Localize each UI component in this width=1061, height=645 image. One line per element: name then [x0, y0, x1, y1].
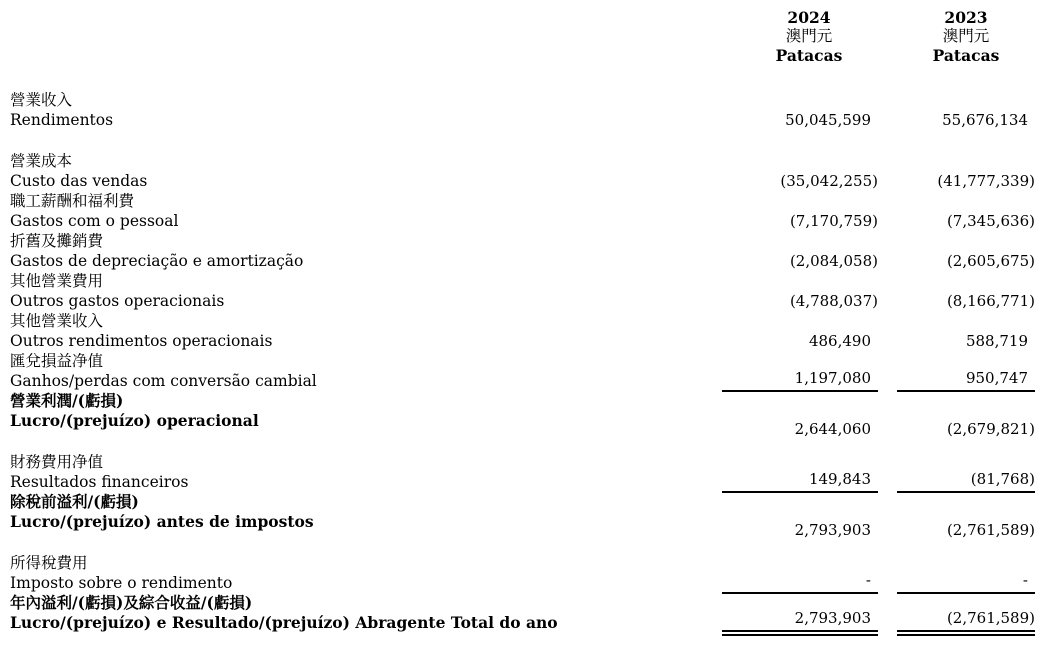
value-2024: - — [865, 571, 871, 589]
row-label-pt: Outros gastos operacionais — [10, 292, 225, 310]
table-row-operating-profit — [0, 391, 1061, 431]
value-2023: - — [1022, 571, 1028, 589]
table-row-depreciation — [0, 231, 1061, 271]
value-2024: (4,788,037) — [789, 292, 878, 310]
row-label-zh: 所得稅費用 — [10, 554, 88, 572]
table-row-income-tax — [0, 553, 1061, 593]
value-cell-2023 — [897, 351, 1035, 391]
table-row-staff-costs — [0, 191, 1061, 231]
value-2023: (41,777,339) — [937, 172, 1035, 190]
column-header-row — [0, 0, 1061, 90]
value-2023: (2,605,675) — [946, 252, 1035, 270]
value-cell-2023 — [897, 151, 1035, 191]
value-2024: 2,793,903 — [794, 609, 871, 627]
value-cell-2023 — [897, 391, 1035, 438]
row-label-zh: 職工薪酬和福利費 — [10, 192, 135, 210]
row-label-zh: 其他營業收入 — [10, 312, 104, 330]
value-cell-2023 — [897, 231, 1035, 271]
spacer-row — [0, 431, 1061, 452]
value-2023: (8,166,771) — [946, 292, 1035, 310]
value-2024: (2,084,058) — [789, 252, 878, 270]
spacer-row — [0, 532, 1061, 553]
row-label-zh: 財務費用净值 — [10, 453, 104, 471]
row-label-pt: Lucro/(prejuízo) antes de impostos — [10, 512, 314, 531]
table-row-other-operating-income — [0, 311, 1061, 351]
row-label — [0, 452, 722, 492]
value-cell-2024 — [722, 492, 878, 539]
value-cell-2024 — [722, 391, 878, 438]
value-2024: 50,045,599 — [785, 111, 871, 129]
row-label-pt: Custo das vendas — [10, 172, 148, 190]
value-2023: (2,761,589) — [946, 609, 1035, 627]
value-2024: 149,843 — [808, 470, 871, 488]
row-label-pt: Rendimentos — [10, 111, 114, 129]
currency-zh-label: 澳門元 — [785, 27, 833, 45]
row-label — [0, 271, 722, 311]
value-cell-2023 — [897, 311, 1035, 351]
value-cell-2023 — [897, 271, 1035, 311]
row-label — [0, 311, 722, 351]
column-header-2023 — [897, 0, 1035, 90]
row-label-zh: 除稅前溢利/(虧損) — [10, 492, 139, 511]
row-label — [0, 593, 722, 633]
value-cell-2024 — [722, 351, 878, 391]
value-cell-2024 — [722, 231, 878, 271]
value-cell-2023 — [897, 593, 1035, 633]
value-cell-2024 — [722, 151, 878, 191]
table-row-profit-before-tax — [0, 492, 1061, 532]
value-2024: (35,042,255) — [780, 172, 878, 190]
value-2024: 486,490 — [808, 332, 871, 350]
table-row-cost-of-sales — [0, 151, 1061, 191]
row-label-zh: 折舊及攤銷費 — [10, 232, 104, 250]
value-cell-2023 — [897, 492, 1035, 539]
value-2024: (7,170,759) — [789, 212, 878, 230]
row-label-pt: Gastos de depreciação e amortização — [10, 252, 304, 270]
table-row-revenue — [0, 90, 1061, 130]
row-label — [0, 90, 722, 130]
value-cell-2024 — [722, 90, 878, 130]
value-cell-2023 — [897, 191, 1035, 231]
row-label-pt: Outros rendimentos operacionais — [10, 332, 273, 350]
row-label — [0, 231, 722, 271]
currency-label: Patacas — [775, 46, 843, 65]
value-cell-2023 — [897, 553, 1035, 593]
value-cell-2024 — [722, 593, 878, 633]
column-header-2024 — [722, 0, 878, 90]
table-row-fx-gains-losses — [0, 351, 1061, 391]
value-cell-2024 — [722, 191, 878, 231]
value-2023: (81,768) — [970, 470, 1035, 488]
year-label: 2023 — [944, 8, 988, 27]
row-label-pt: Gastos com o pessoal — [10, 212, 179, 230]
row-label-zh: 匯兌損益净值 — [10, 352, 104, 370]
value-cell-2024 — [722, 271, 878, 311]
currency-zh-label: 澳門元 — [942, 27, 990, 45]
value-2024: 2,793,903 — [794, 521, 871, 539]
row-label — [0, 553, 722, 593]
value-2023: (2,679,821) — [946, 420, 1035, 438]
value-cell-2024 — [722, 311, 878, 351]
row-label-pt: Lucro/(prejuízo) operacional — [10, 411, 259, 430]
value-cell-2023 — [897, 90, 1035, 130]
row-label-pt: Ganhos/perdas com conversão cambial — [10, 372, 317, 390]
value-2023: 55,676,134 — [942, 111, 1028, 129]
row-label-zh: 營業成本 — [10, 152, 73, 170]
value-cell-2023 — [897, 452, 1035, 492]
table-row-total-comprehensive-result — [0, 593, 1061, 633]
row-label — [0, 151, 722, 191]
row-label-pt: Imposto sobre o rendimento — [10, 574, 233, 592]
row-label — [0, 391, 722, 431]
value-2023: 950,747 — [965, 369, 1028, 387]
row-label-zh: 其他營業費用 — [10, 272, 104, 290]
value-2023: 588,719 — [965, 332, 1028, 350]
row-label — [0, 191, 722, 231]
row-label-pt: Resultados financeiros — [10, 473, 189, 491]
value-cell-2024 — [722, 553, 878, 593]
row-label-zh: 營業收入 — [10, 91, 73, 109]
table-row-other-operating-expenses — [0, 271, 1061, 311]
row-label-zh: 年內溢利/(虧損)及綜合收益/(虧損) — [10, 593, 253, 612]
row-label — [0, 492, 722, 532]
currency-label: Patacas — [932, 46, 1000, 65]
year-label: 2024 — [787, 8, 831, 27]
value-2023: (7,345,636) — [946, 212, 1035, 230]
value-cell-2024 — [722, 452, 878, 492]
value-2024: 1,197,080 — [794, 369, 871, 387]
spacer-row — [0, 130, 1061, 151]
row-label-zh: 營業利潤/(虧損) — [10, 391, 124, 410]
table-row-finance-results — [0, 452, 1061, 492]
row-label-pt: Lucro/(prejuízo) e Resultado/(prejuízo) Abragente Total do ano — [10, 613, 558, 632]
value-2024: 2,644,060 — [794, 420, 871, 438]
value-2023: (2,761,589) — [946, 521, 1035, 539]
row-label — [0, 351, 722, 391]
